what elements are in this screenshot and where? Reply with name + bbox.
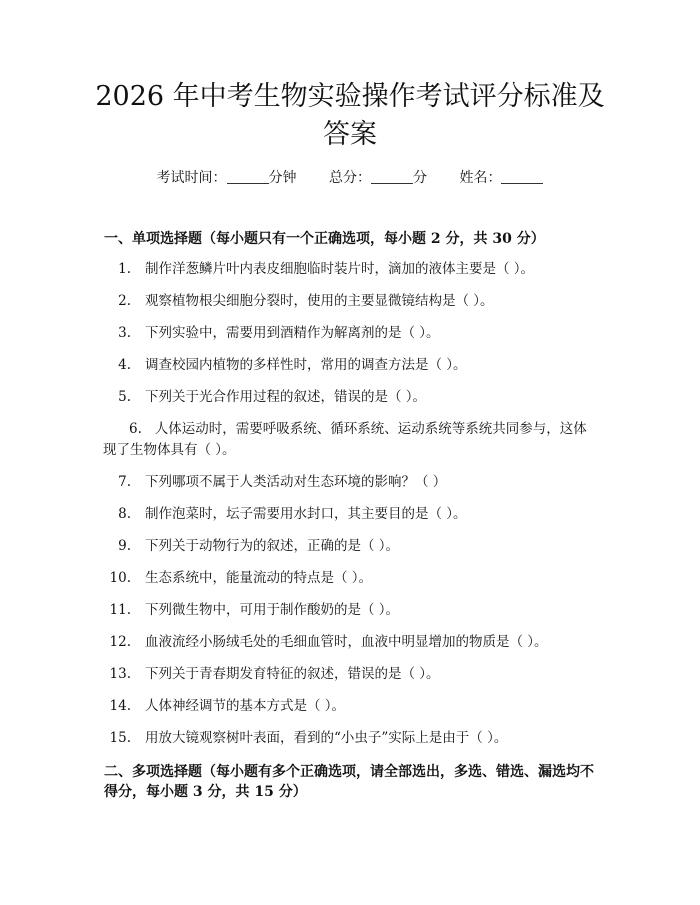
question-text: 下列关于光合作用过程的叙述，错误的是（ ）。	[145, 389, 427, 405]
exam-time	[157, 170, 301, 186]
question-number: 8.	[118, 506, 131, 522]
question-text: 用放大镜观察树叶表面，看到的“小虫子”实际上是由于（ ）。	[145, 730, 508, 746]
total-score-blank[interactable]	[371, 169, 413, 184]
question-item	[103, 419, 600, 461]
question-text: 人体运动时，需要呼吸系统、循环系统、运动系统等系统共同参与，这体现了生物体具有（ ）。	[103, 421, 587, 458]
student-name	[459, 170, 543, 186]
question-text: 下列关于动物行为的叙述，正确的是（ ）。	[145, 538, 400, 554]
question-item	[103, 536, 600, 557]
section-heading-single-choice: 一、单项选择题（每小题只有一个正确选项，每小题 2 分，共 30 分）	[104, 231, 545, 247]
question-text: 人体神经调节的基本方式是（ ）。	[145, 698, 346, 714]
question-item	[103, 696, 600, 717]
question-number: 13.	[109, 666, 131, 682]
question-item	[103, 472, 600, 493]
question-text: 下列关于青春期发育特征的叙述，错误的是（ ）。	[145, 666, 440, 682]
question-text: 生态系统中，能量流动的特点是（ ）。	[145, 570, 373, 586]
exam-time-label: 考试时间：	[156, 170, 227, 186]
question-item	[103, 600, 600, 621]
question-item	[103, 504, 600, 525]
question-item	[103, 291, 600, 312]
question-item	[103, 387, 600, 408]
question-item	[103, 323, 600, 344]
question-text: 制作泡菜时，坛子需要用水封口，其主要目的是（ ）。	[145, 506, 467, 522]
question-number: 14.	[109, 698, 131, 714]
question-item	[103, 355, 600, 376]
question-number: 12.	[109, 634, 131, 650]
question-text: 观察植物根尖细胞分裂时，使用的主要显微镜结构是（ ）。	[145, 293, 494, 309]
total-score-unit: 分	[413, 170, 427, 186]
student-name-blank[interactable]	[501, 169, 543, 184]
question-text: 血液流经小肠绒毛处的毛细血管时，血液中明显增加的物质是（ ）。	[145, 634, 548, 650]
total-score	[329, 170, 431, 186]
question-number: 11.	[109, 602, 131, 618]
question-item	[103, 568, 600, 589]
question-number: 7.	[118, 474, 131, 490]
question-number: 2.	[118, 293, 131, 309]
question-number: 15.	[109, 730, 131, 746]
question-item	[103, 632, 600, 653]
question-text: 调查校园内植物的多样性时，常用的调查方法是（ ）。	[145, 357, 467, 373]
question-item	[103, 664, 600, 685]
question-item	[103, 728, 600, 749]
question-number: 3.	[118, 325, 131, 341]
question-number: 9.	[118, 538, 131, 554]
exam-time-blank[interactable]	[227, 169, 269, 184]
student-name-label: 姓名：	[459, 170, 502, 186]
total-score-label: 总分：	[329, 170, 371, 186]
question-text: 制作洋葱鳞片叶内表皮细胞临时装片时，滴加的液体主要是（ ）。	[145, 261, 535, 277]
question-item	[103, 259, 600, 280]
question-text: 下列实验中，需要用到酒精作为解离剂的是（ ）。	[145, 325, 440, 341]
question-number: 4.	[118, 357, 131, 373]
question-number: 5.	[118, 389, 131, 405]
question-number: 6.	[129, 421, 142, 437]
section-heading-multiple-choice: 二、多项选择题（每小题有多个正确选项，请全部选出，多选、错选、漏选均不得分，每小题 3 分，共 15 分）	[104, 764, 594, 800]
question-text: 下列哪项不属于人类活动对生态环境的影响？（ ）	[145, 474, 447, 490]
page-title: 2026 年中考生物实验操作考试评分标准及答案	[95, 81, 605, 150]
question-number: 10.	[109, 570, 131, 586]
exam-time-unit: 分钟	[268, 170, 297, 186]
exam-info	[0, 168, 700, 188]
question-number: 1.	[118, 261, 131, 277]
question-text: 下列微生物中，可用于制作酸奶的是（ ）。	[145, 602, 400, 618]
